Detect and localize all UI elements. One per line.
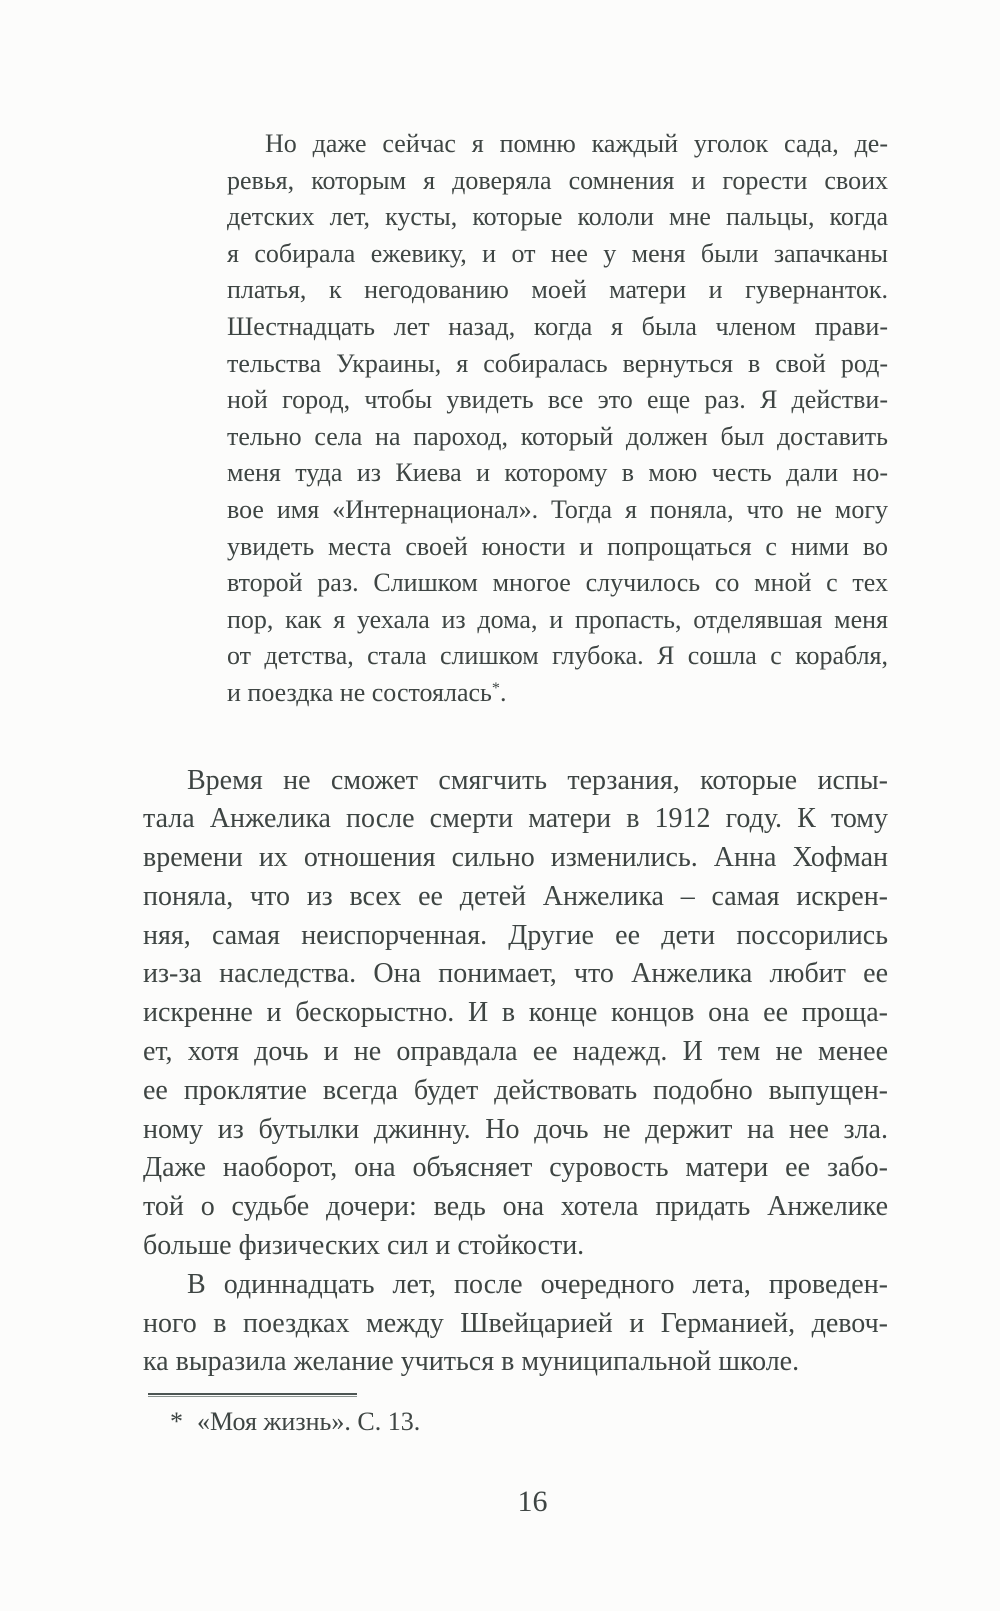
text-line: ному из бутылки джинну. Но дочь не держит на нее зла.	[143, 1113, 888, 1145]
footnote-ref-asterisk: *	[491, 679, 500, 697]
text-line: больше физических сил и стойкости.	[143, 1230, 585, 1262]
text-line: и поездка не состоялась*.	[227, 677, 507, 707]
text-line: ревья, которым я доверяла сомнения и горести своих	[227, 165, 888, 195]
footnote-marker: *	[170, 1407, 183, 1437]
text-line: я собирала ежевику, и от нее у меня были запачканы	[227, 238, 888, 268]
text-line: меня туда из Киева и которому в мою честь дали но-	[227, 458, 888, 488]
text-line: от детства, стала слишком глубока. Я сошла с корабля,	[227, 641, 888, 671]
text-line: Даже наоборот, она объясняет суровость матери ее забо-	[143, 1152, 888, 1184]
text-line: Время не сможет смягчить терзания, которые испы-	[187, 764, 888, 796]
footnote	[143, 1405, 888, 1439]
text-column	[143, 0, 888, 1519]
text-line: Но даже сейчас я помню каждый уголок сада, де-	[265, 129, 888, 158]
text-line: времени их отношения сильно изменились. Анна Хофман	[143, 842, 888, 874]
text-line: ка выразила желание учиться в муниципальной школе.	[143, 1346, 800, 1378]
text-line: из-за наследства. Она понимает, что Анжелика любит ее	[143, 958, 888, 990]
text-line: тельства Украины, я собиралась вернуться в свой род-	[227, 348, 888, 378]
footnote-divider	[148, 1393, 357, 1397]
text-line: искренне и бескорыстно. И в конце концов она ее проща-	[143, 997, 888, 1029]
text-line: платья, к негодованию моей матери и гувернанток.	[227, 275, 888, 305]
text-line: тала Анжелика после смерти матери в 1912 году. К тому	[143, 803, 888, 835]
text-line: ной город, чтобы увидеть все это еще раз. Я действи-	[227, 385, 888, 415]
text-line: детских лет, кусты, которые кололи мне пальцы, когда	[227, 202, 888, 232]
text-line: тельно села на пароход, который должен был доставить	[227, 421, 888, 451]
text-line: няя, самая неиспорченная. Другие ее дети поссорились	[143, 919, 888, 951]
text-line: ее проклятие всегда будет действовать подобно выпущен-	[143, 1074, 888, 1106]
paragraph-2	[143, 1266, 888, 1382]
text-line: В одиннадцать лет, после очередного лета, проведен-	[187, 1268, 888, 1300]
page-number: 16	[517, 1485, 548, 1519]
text-line: вое имя «Интернационал». Тогда я поняла, что не могу	[227, 494, 888, 524]
paragraph-1	[143, 762, 888, 1266]
text-line: той о судьбе дочери: ведь она хотела придать Анжелике	[143, 1191, 888, 1223]
footnote-text: «Моя жизнь». С. 13.	[197, 1407, 421, 1437]
text-line: пор, как я уехала из дома, и пропасть, отделявшая меня	[227, 604, 888, 634]
text-line: второй раз. Слишком многое случилось со мной с тех	[227, 568, 888, 598]
text-line: ет, хотя дочь и не оправдала ее надежд. И тем не менее	[143, 1036, 888, 1068]
block-quote	[227, 126, 888, 712]
text-line: поняла, что из всех ее детей Анжелика – самая искрен-	[143, 880, 888, 912]
text-line: увидеть места своей юности и попрощаться с ними во	[227, 531, 888, 561]
text-line: Шестнадцать лет назад, когда я была членом прави-	[227, 311, 888, 341]
text-line: ного в поездках между Швейцарией и Германией, девоч-	[143, 1307, 888, 1339]
